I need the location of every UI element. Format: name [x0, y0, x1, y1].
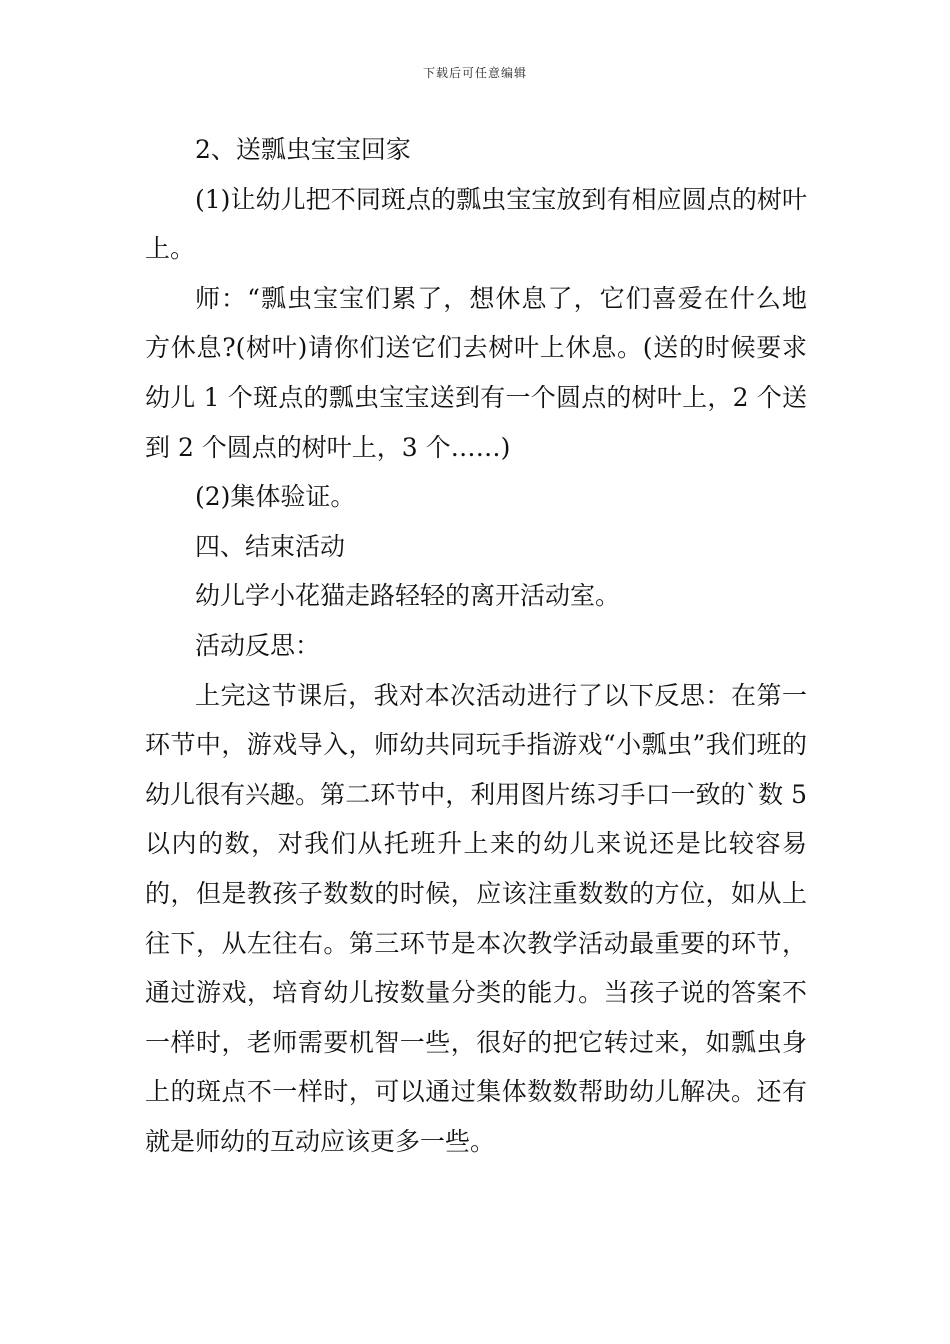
- paragraph-step-1: (1)让幼儿把不同斑点的瓢虫宝宝放到有相应圆点的树叶上。: [145, 184, 807, 264]
- section-heading-send-ladybugs-home: 2、送瓢虫宝宝回家: [195, 135, 411, 164]
- document-body: [145, 125, 815, 1166]
- paragraph-leave-room: 幼儿学小花猫走路轻轻的离开活动室。: [195, 581, 621, 611]
- paragraph-reflection-body: 上完这节课后，我对本次活动进行了以下反思：在第一环节中，游戏导入，师幼共同玩手指游戏“小瓢虫”我们班的幼儿很有兴趣。第二环节中，利用图片练习手口一致的`数 5 以内的数，对我们从托班升上来的幼儿来说还是比较容易的，但是教孩子数数的时候，应该注重数数的方位，如从上往下，从左往右。第三环节是本次教学活动最重要的环节，通过游戏，培育幼儿按数量分类的能力。当孩子说的答案不一样时，老师需要机智一些，很好的把它转过来，如瓢虫身上的斑点不一样时，可以通过集体数数帮助幼儿解决。还有就是师幼的互动应该更多一些。: [145, 680, 815, 1156]
- section-heading-end-activity: 四、结束活动: [195, 531, 346, 561]
- paragraph-step-2: (2)集体验证。: [195, 482, 356, 512]
- paragraph-teacher-dialogue: 师：“瓢虫宝宝们累了，想休息了，它们喜爱在什么地方休息?(树叶)请你们送它们去树叶上休息。(送的时候要求幼儿 1 个斑点的瓢虫宝宝送到有一个圆点的树叶上，2 个送到 2 个圆点的树叶上，3 个……): [145, 283, 807, 462]
- page-header: 下载后可任意编辑: [422, 66, 527, 80]
- section-heading-reflection: 活动反思：: [195, 630, 321, 660]
